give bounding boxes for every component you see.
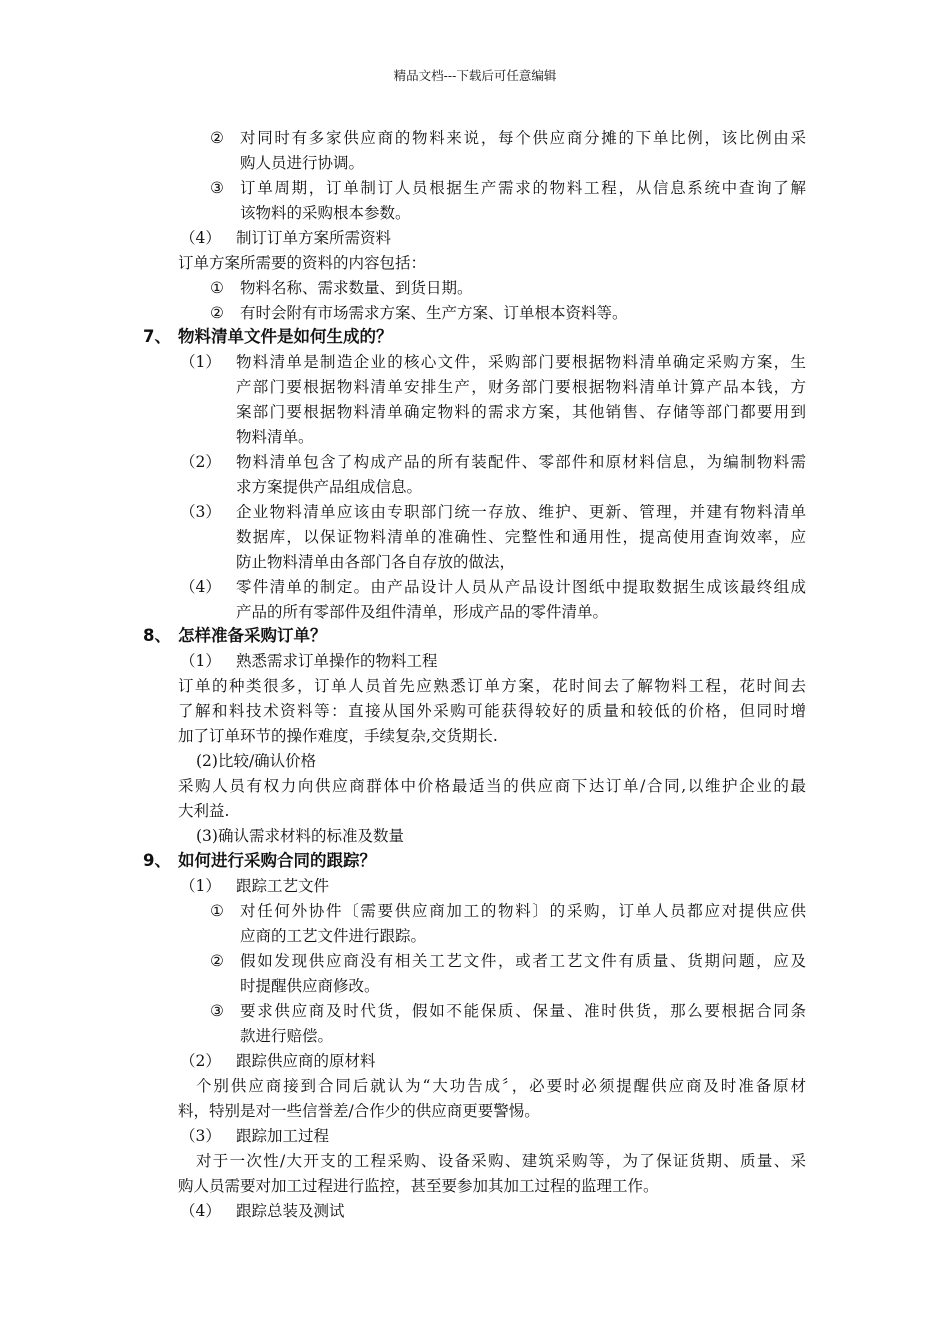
body-text-line: 订单周期，订单制订人员根据生产需求的物料工程，从信息系统中查询了解 (240, 179, 806, 197)
body-text-line: 产品的所有零部件及组件清单，形成产品的零件清单。 (236, 603, 609, 621)
body-text-line: 对同时有多家供应商的物料来说，每个供应商分摊的下单比例，该比例由采 (240, 129, 806, 147)
section-heading: 怎样准备采购订单？ (178, 626, 327, 645)
list-marker: （4） (180, 578, 221, 596)
body-text-line: 对任何外协件〔需要供应商加工的物料〕的采购，订单人员都应对提供应供 (240, 902, 806, 920)
list-marker: （3） (180, 503, 221, 521)
body-text-line: 产部门要根据物料清单安排生产，财务部门要根据物料清单计算产品本钱，方 (236, 378, 806, 396)
list-marker: （4） (180, 229, 221, 247)
body-text-line: 料，特别是对一些信誉差/合作少的供应商更要警惕。 (178, 1102, 540, 1120)
body-text-line: 熟悉需求订单操作的物料工程 (236, 652, 438, 670)
list-marker: （3） (180, 1127, 221, 1145)
body-text-line: 跟踪工艺文件 (236, 877, 330, 895)
body-text-line: 购人员进行协调。 (240, 154, 365, 172)
body-text-line: 应商的工艺文件进行跟踪。 (240, 927, 427, 945)
body-text-line: 大利益. (178, 802, 230, 820)
body-text-line: 了解和料技术资料等：直接从国外采购可能获得较好的质量和较低的价格，但同时增 (178, 702, 806, 720)
list-marker: （1） (180, 353, 221, 371)
body-text-line: 款进行赔偿。 (240, 1027, 334, 1045)
body-text-line: 该物料的采购根本参数。 (240, 204, 411, 222)
body-text-line: 加了订单环节的操作难度，手续复杂,交货期长. (178, 727, 498, 745)
section-number: 7、 (143, 327, 171, 346)
list-marker: ① (210, 279, 224, 297)
body-text-line: 物料名称、需求数量、到货日期。 (240, 279, 473, 297)
body-text-line: 跟踪总装及测试 (236, 1202, 345, 1220)
list-marker: （1） (180, 877, 221, 895)
body-text-line: 求方案提供产品组成信息。 (236, 478, 423, 496)
body-text-line: 跟踪供应商的原材料 (236, 1052, 376, 1070)
body-text-line: 物料清单。 (236, 428, 314, 446)
body-text-line: 对于一次性/大开支的工程采购、设备采购、建筑采购等，为了保证货期、质量、采 (196, 1152, 806, 1170)
body-text-line: 采购人员有权力向供应商群体中价格最适当的供应商下达订单/合同,以维护企业的最 (178, 777, 806, 795)
body-text-line: 有时会附有市场需求方案、生产方案、订单根本资料等。 (240, 304, 628, 322)
list-marker: ② (210, 304, 224, 322)
body-text-line: 数据库，以保证物料清单的准确性、完整性和通用性，提高使用查询效率，应 (236, 528, 806, 546)
body-text-line: 购人员需要对加工过程进行监控，甚至要参加其加工过程的监理工作。 (178, 1177, 659, 1195)
section-heading: 如何进行采购合同的跟踪？ (178, 851, 376, 870)
list-marker: （4） (180, 1202, 221, 1220)
list-marker: ③ (210, 179, 224, 197)
body-text-line: 防止物料清单由各部门各自存放的做法， (236, 553, 516, 571)
list-marker: ① (210, 902, 224, 920)
body-text-line: 物料清单是制造企业的核心文件，采购部门要根据物料清单确定采购方案，生 (236, 353, 806, 371)
body-text-line: 制订订单方案所需资料 (236, 229, 392, 247)
body-text-line: 物料清单包含了构成产品的所有装配件、零部件和原材料信息，为编制物料需 (236, 453, 806, 471)
page-header: 精品文档---下载后可任意编辑 (393, 68, 557, 83)
body-text-line: 零件清单的制定。由产品设计人员从产品设计图纸中提取数据生成该最终组成 (236, 578, 806, 596)
body-text-line: (3)确认需求材料的标准及数量 (196, 827, 404, 845)
body-text-line: 订单方案所需要的资料的内容包括： (178, 254, 427, 272)
body-text-line: 跟踪加工过程 (236, 1127, 330, 1145)
list-marker: （2） (180, 453, 221, 471)
body-text-line: (2)比较/确认价格 (196, 752, 317, 770)
list-marker: （2） (180, 1052, 221, 1070)
section-number: 9、 (143, 851, 171, 870)
list-marker: ③ (210, 1002, 224, 1020)
list-marker: （1） (180, 652, 221, 670)
body-text-line: 订单的种类很多，订单人员首先应熟悉订单方案，花时间去了解物料工程，花时间去 (178, 677, 806, 695)
body-text-line: 个别供应商接到合同后就认为“大功告成〞，必要时必须提醒供应商及时准备原材 (196, 1077, 806, 1095)
list-marker: ② (210, 129, 224, 147)
section-heading: 物料清单文件是如何生成的？ (178, 327, 393, 346)
list-marker: ② (210, 952, 224, 970)
body-text-line: 假如发现供应商没有相关工艺文件，或者工艺文件有质量、货期问题，应及 (240, 952, 806, 970)
body-text-line: 案部门要根据物料清单确定物料的需求方案，其他销售、存储等部门都要用到 (236, 403, 806, 421)
section-number: 8、 (143, 626, 171, 645)
body-text-line: 要求供应商及时代货，假如不能保质、保量、准时供货，那么要根据合同条 (240, 1002, 806, 1020)
body-text-line: 时提醒供应商修改。 (240, 977, 380, 995)
body-text-line: 企业物料清单应该由专职部门统一存放、维护、更新、管理，并建有物料清单 (236, 503, 806, 521)
